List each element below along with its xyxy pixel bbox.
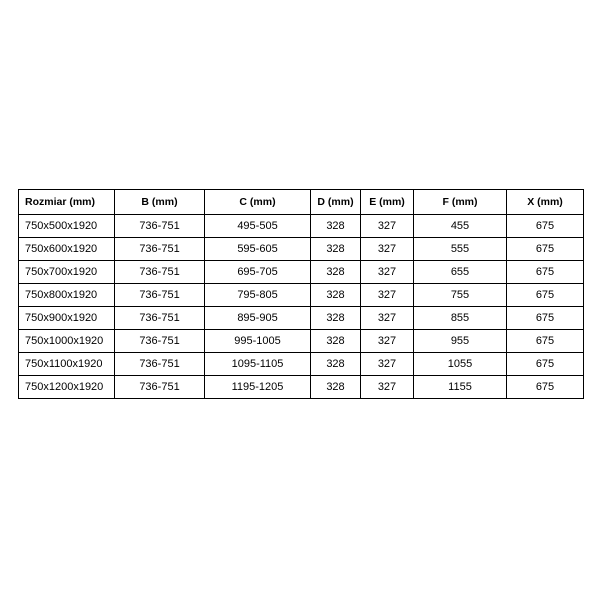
cell-e: 327: [361, 284, 414, 307]
table-row: [19, 330, 584, 353]
column-header-size: Rozmiar (mm): [19, 190, 115, 215]
cell-d: 328: [311, 307, 361, 330]
cell-f: 955: [414, 330, 507, 353]
cell-size: 750x900x1920: [19, 307, 115, 330]
cell-x: 675: [507, 215, 584, 238]
column-header-d: D (mm): [311, 190, 361, 215]
table-row: [19, 307, 584, 330]
table-row: [19, 238, 584, 261]
column-header-x: X (mm): [507, 190, 584, 215]
cell-d: 328: [311, 238, 361, 261]
cell-f: 1155: [414, 376, 507, 399]
cell-b: 736-751: [115, 330, 205, 353]
cell-size: 750x800x1920: [19, 284, 115, 307]
cell-e: 327: [361, 261, 414, 284]
column-header-b: B (mm): [115, 190, 205, 215]
column-header-c: C (mm): [205, 190, 311, 215]
table-row: [19, 284, 584, 307]
header-row: [19, 190, 584, 215]
cell-e: 327: [361, 353, 414, 376]
cell-f: 755: [414, 284, 507, 307]
cell-x: 675: [507, 284, 584, 307]
cell-e: 327: [361, 330, 414, 353]
cell-b: 736-751: [115, 261, 205, 284]
cell-d: 328: [311, 353, 361, 376]
cell-x: 675: [507, 376, 584, 399]
cell-c: 595-605: [205, 238, 311, 261]
cell-size: 750x1000x1920: [19, 330, 115, 353]
cell-c: 695-705: [205, 261, 311, 284]
cell-x: 675: [507, 307, 584, 330]
column-header-e: E (mm): [361, 190, 414, 215]
cell-f: 855: [414, 307, 507, 330]
cell-b: 736-751: [115, 307, 205, 330]
cell-f: 455: [414, 215, 507, 238]
cell-c: 995-1005: [205, 330, 311, 353]
cell-c: 1195-1205: [205, 376, 311, 399]
column-header-f: F (mm): [414, 190, 507, 215]
cell-f: 655: [414, 261, 507, 284]
cell-b: 736-751: [115, 215, 205, 238]
table-row: [19, 261, 584, 284]
cell-c: 1095-1105: [205, 353, 311, 376]
cell-size: 750x1100x1920: [19, 353, 115, 376]
cell-b: 736-751: [115, 353, 205, 376]
cell-d: 328: [311, 284, 361, 307]
cell-c: 795-805: [205, 284, 311, 307]
cell-d: 328: [311, 261, 361, 284]
cell-x: 675: [507, 238, 584, 261]
table-row: [19, 215, 584, 238]
cell-size: 750x1200x1920: [19, 376, 115, 399]
cell-d: 328: [311, 376, 361, 399]
cell-x: 675: [507, 353, 584, 376]
cell-b: 736-751: [115, 238, 205, 261]
table-row: [19, 353, 584, 376]
cell-e: 327: [361, 215, 414, 238]
dimensions-table: [18, 189, 584, 399]
table-row: [19, 376, 584, 399]
cell-x: 675: [507, 330, 584, 353]
cell-size: 750x700x1920: [19, 261, 115, 284]
cell-x: 675: [507, 261, 584, 284]
cell-d: 328: [311, 330, 361, 353]
cell-d: 328: [311, 215, 361, 238]
cell-c: 495-505: [205, 215, 311, 238]
cell-c: 895-905: [205, 307, 311, 330]
cell-f: 1055: [414, 353, 507, 376]
cell-b: 736-751: [115, 284, 205, 307]
cell-size: 750x500x1920: [19, 215, 115, 238]
cell-e: 327: [361, 376, 414, 399]
cell-b: 736-751: [115, 376, 205, 399]
cell-size: 750x600x1920: [19, 238, 115, 261]
cell-f: 555: [414, 238, 507, 261]
cell-e: 327: [361, 238, 414, 261]
cell-e: 327: [361, 307, 414, 330]
